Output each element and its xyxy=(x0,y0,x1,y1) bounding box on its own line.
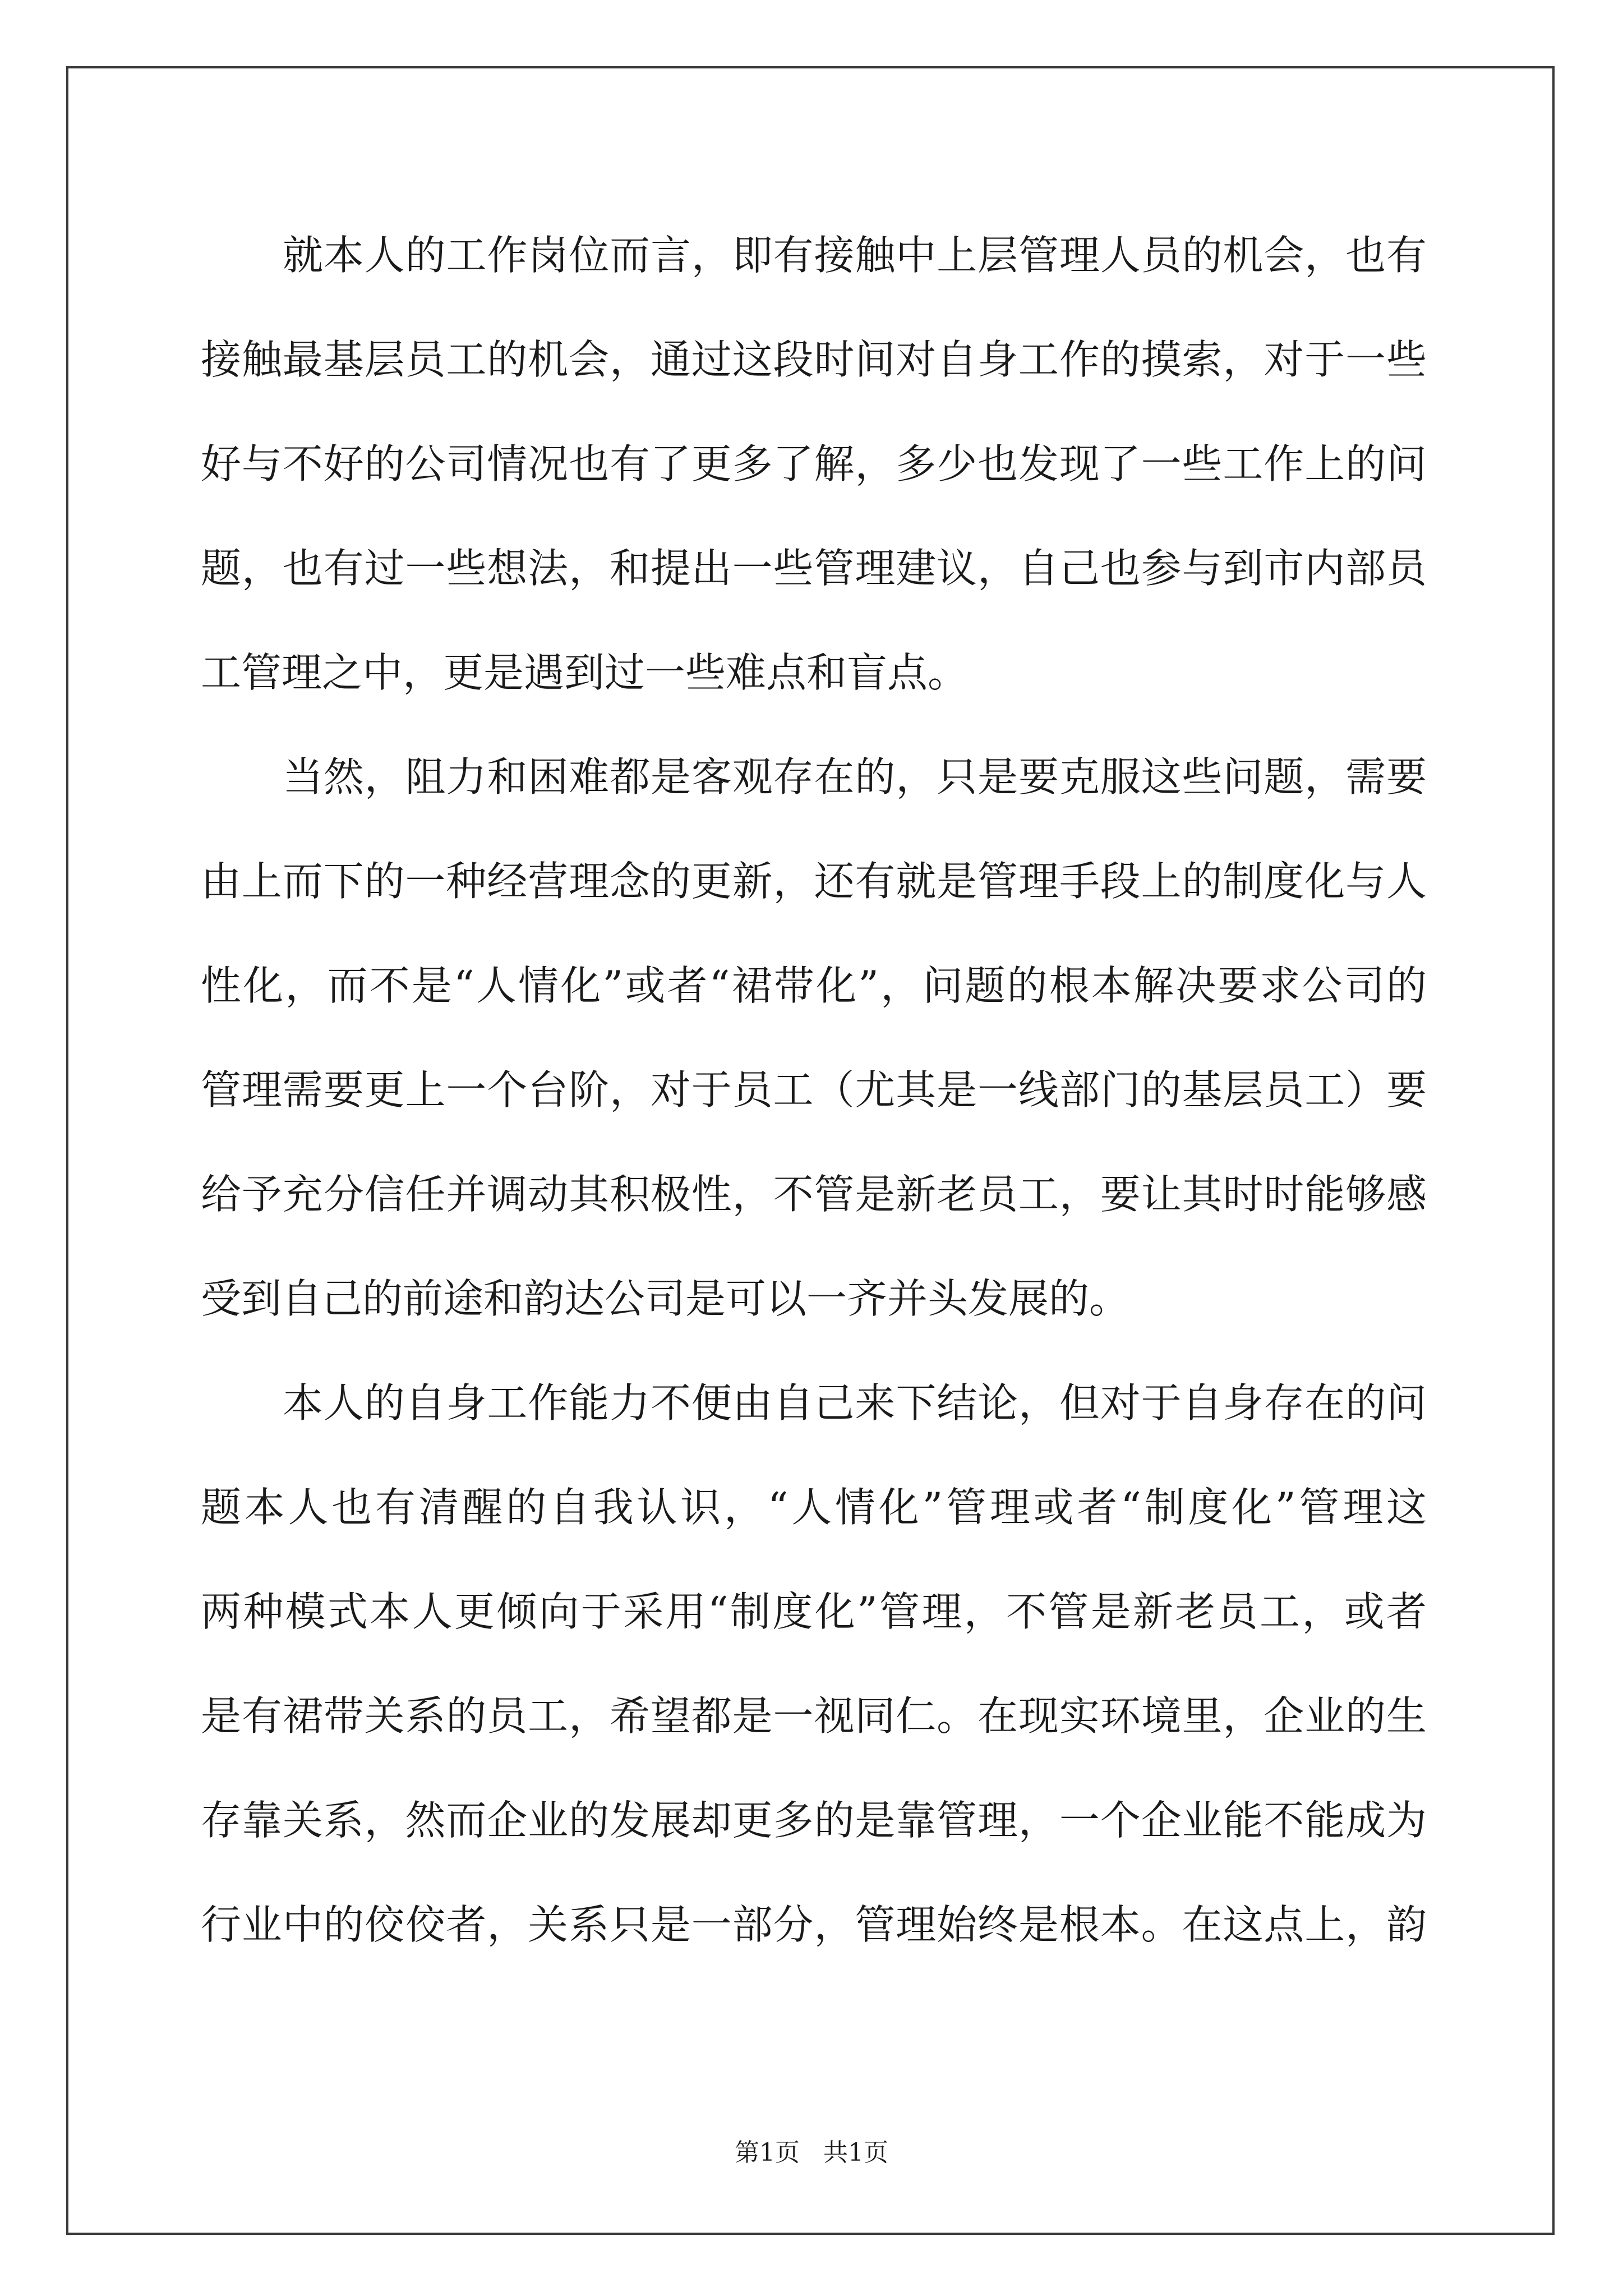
paragraph-line: 题本人也有清醒的自我认识，“人情化”管理或者“制度化”管理这 xyxy=(201,1484,1427,1531)
paragraph-line: 工管理之中，更是遇到过一些难点和盲点。 xyxy=(201,649,969,696)
paragraph-line: 是有裙带关系的员工，希望都是一视同仁。在现实环境里，企业的生 xyxy=(201,1692,1427,1740)
paragraph-line: 好与不好的公司情况也有了更多了解，多少也发现了一些工作上的问 xyxy=(201,440,1427,487)
paragraph-line: 接触最基层员工的机会，通过这段时间对自身工作的摸索，对于一些 xyxy=(201,336,1427,383)
page-footer xyxy=(0,2136,1623,2170)
paragraph-line: 给予充分信任并调动其积极性，不管是新老员工，要让其时时能够感 xyxy=(201,1171,1427,1218)
paragraph-line: 性化，而不是“人情化”或者“裙带化”，问题的根本解决要求公司的 xyxy=(201,962,1427,1009)
page-number: 第1页 xyxy=(735,2138,800,2167)
paragraph-line: 由上而下的一种经营理念的更新，还有就是管理手段上的制度化与人 xyxy=(201,858,1427,905)
page-total: 共1页 xyxy=(823,2138,888,2167)
paragraph-line: 受到自己的前途和韵达公司是可以一齐并头发展的。 xyxy=(201,1275,1130,1322)
paragraph-line: 本人的自身工作能力不便由自己来下结论，但对于自身存在的问 xyxy=(283,1379,1427,1427)
paragraph-line: 行业中的佼佼者，关系只是一部分，管理始终是根本。在这点上，韵 xyxy=(201,1901,1427,1948)
document-body xyxy=(201,203,1427,1977)
paragraph-line: 当然，阻力和困难都是客观存在的，只是要克服这些问题，需要 xyxy=(283,753,1427,800)
paragraph-line: 就本人的工作岗位而言，即有接触中上层管理人员的机会，也有 xyxy=(283,232,1427,279)
paragraph-line: 管理需要更上一个台阶，对于员工（尤其是一线部门的基层员工）要 xyxy=(201,1066,1427,1114)
paragraph-line: 两种模式本人更倾向于采用“制度化”管理，不管是新老员工，或者 xyxy=(201,1588,1427,1635)
paragraph-line: 存靠关系，然而企业的发展却更多的是靠管理，一个企业能不能成为 xyxy=(201,1797,1427,1844)
paragraph-line: 题，也有过一些想法，和提出一些管理建议，自己也参与到市内部员 xyxy=(201,545,1427,592)
